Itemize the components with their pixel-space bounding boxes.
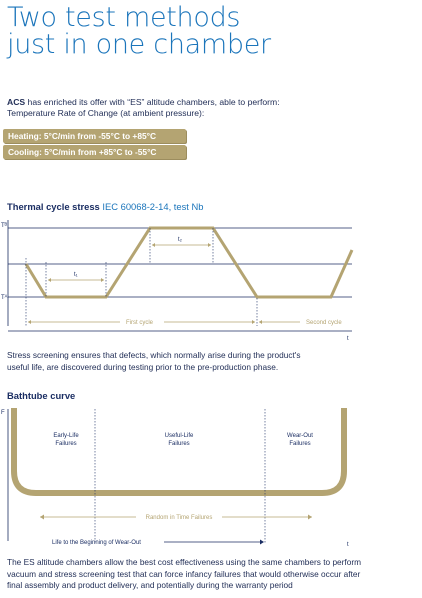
para2-line-3: final assembly and product delivery, and potentially during the warranty period <box>7 580 293 591</box>
bathtub-curve-diagram <box>0 403 422 551</box>
intro-line-1: has enriched its offer with “ES” altitude chambers, able to perform: <box>25 97 280 107</box>
random-failures-label: Random in Time Failures <box>145 515 213 521</box>
random-failures-head-right <box>308 515 312 520</box>
bathtub-heading <box>7 390 75 402</box>
intro-line-2: Temperature Rate of Change (at ambient pressure): <box>7 108 205 118</box>
early-life-label-2: Failures <box>55 441 77 447</box>
random-failures-head-left <box>40 515 44 520</box>
heating-spec-badge: Heating: 5°C/min from -55°C to +85°C <box>3 129 186 143</box>
bathtub-heading-text: Bathtube curve <box>7 390 76 401</box>
thermal-cycle-diagram <box>0 214 422 346</box>
para2-line-2: vacuum and stress screening test that can force infancy failures that would otherwise occur after <box>7 568 361 579</box>
label-tb: Tᴮ <box>1 223 8 229</box>
stress-screening-paragraph <box>7 350 419 373</box>
page-title <box>7 4 417 58</box>
t2-arrow-head-right <box>208 243 211 247</box>
para1-line-2: useful life, are discovered during testing prior to the pre-production phase. <box>7 361 279 372</box>
label-ta: Tᴬ <box>1 295 8 301</box>
thermal-t-label: t <box>347 336 349 342</box>
useful-life-label-2: Failures <box>168 441 190 447</box>
life-to-wear-out-label: Life to the Beginning of Wear-Out <box>52 540 141 546</box>
bathtub-curve <box>14 408 344 493</box>
wear-out-label-2: Failures <box>289 441 311 447</box>
thermal-heading-text: Thermal cycle stress <box>7 201 100 212</box>
early-life-label-1: Early-Life <box>53 433 79 439</box>
temperature-profile <box>26 228 352 297</box>
para2-line-1: The ES altitude chambers allow the best cost effectiveness using the same chambers to perform <box>7 557 362 567</box>
thermal-standard: IEC 60068-2-14, test Nb <box>99 201 204 212</box>
first-cycle-head-right <box>252 320 255 324</box>
bathtub-t-label: t <box>347 542 349 548</box>
t2-arrow-head-left <box>152 243 155 247</box>
second-cycle-head-left <box>259 320 262 324</box>
intro-text <box>7 97 417 119</box>
life-to-wear-out-head <box>260 540 264 545</box>
para1-line-1: Stress screening ensures that defects, which normally arise during the product's <box>7 350 301 360</box>
cost-effectiveness-paragraph <box>7 557 419 592</box>
t1-arrow-head-right <box>101 278 104 282</box>
first-cycle-label: First cycle <box>126 320 153 326</box>
cooling-spec-badge: Cooling: 5°C/min from +85°C to -55°C <box>3 145 186 159</box>
t1-arrow-head-left <box>48 278 51 282</box>
label-t1: t₁ <box>74 272 78 278</box>
first-cycle-head-left <box>28 320 31 324</box>
thermal-cycle-heading <box>7 201 203 213</box>
label-t2: t₂ <box>178 237 182 243</box>
brand-name: ACS <box>7 97 26 107</box>
title-line-2: just in one chamber <box>7 29 271 60</box>
second-cycle-label: Second cycle <box>306 320 342 326</box>
bathtub-f-label: F <box>1 410 5 416</box>
wear-out-label-1: Wear-Out <box>287 433 313 439</box>
useful-life-label-1: Useful-Life <box>164 433 194 439</box>
title-line-1: Two test methods <box>7 2 241 33</box>
